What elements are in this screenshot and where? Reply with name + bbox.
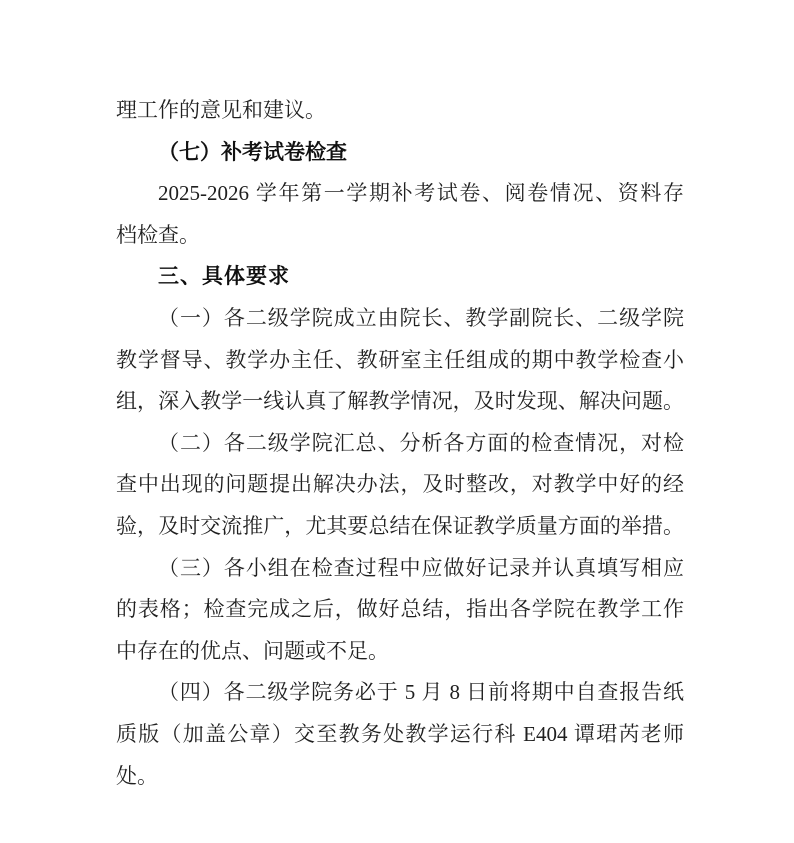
- text-line: 组，深入教学一线认真了解教学情况，及时发现、解决问题。: [116, 389, 684, 414]
- text-line: 教学督导、教学办主任、教研室主任组成的期中教学检查小: [116, 347, 684, 372]
- text-line: （三）各小组在检查过程中应做好记录并认真填写相应: [158, 555, 684, 580]
- text-line: 中存在的优点、问题或不足。: [116, 638, 389, 663]
- text-line: （四）各二级学院务必于 5 月 8 日前将期中自查报告纸: [158, 680, 684, 705]
- text-line: 质版（加盖公章）交至教务处教学运行科 E404 谭珺芮老师: [116, 721, 684, 746]
- text-line: 档检查。: [116, 222, 200, 247]
- text-line: 验，及时交流推广，尤其要总结在保证教学质量方面的举措。: [116, 513, 684, 538]
- text-line: （二）各二级学院汇总、分析各方面的检查情况，对检: [158, 430, 684, 455]
- text-line: 理工作的意见和建议。: [116, 98, 326, 122]
- subsection-heading: （七）补考试卷检查: [158, 139, 347, 164]
- text-line: 2025-2026 学年第一学期补考试卷、阅卷情况、资料存: [158, 181, 684, 206]
- text-line: 的表格；检查完成之后，做好总结，指出各学院在教学工作: [116, 597, 684, 622]
- text-line: 处。: [116, 763, 158, 788]
- text-line: 查中出现的问题提出解决办法，及时整改，对教学中好的经: [116, 472, 684, 497]
- text-line: （一）各二级学院成立由院长、教学副院长、二级学院: [158, 305, 684, 330]
- section-heading: 三、具体要求: [158, 265, 290, 289]
